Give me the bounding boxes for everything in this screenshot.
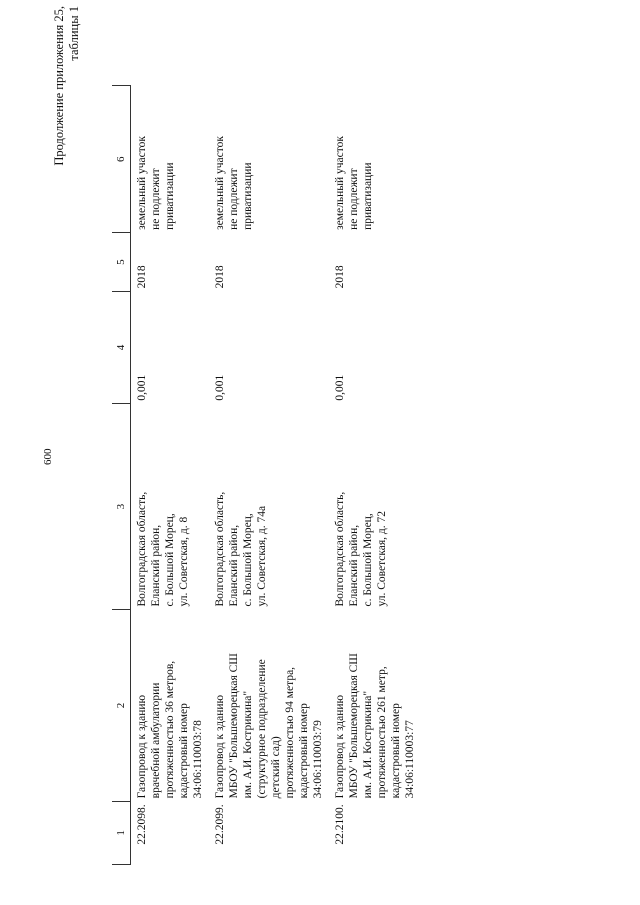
address-line: Еланский район, [348, 524, 360, 607]
column-header-6: 6 [112, 86, 131, 233]
object-name [329, 610, 421, 802]
object-name-line: кадастровый номер [178, 703, 190, 799]
object-area: 0,001 [136, 374, 148, 401]
object-area: 0,001 [214, 374, 226, 401]
address-line: Волгоградская область, [214, 491, 226, 607]
continuation-line-1: Продолжение приложения 25, [52, 6, 66, 166]
column-header-1: 1 [112, 801, 131, 864]
object-year: 2018 [136, 265, 148, 289]
object-name-line: протяженностью 94 метра, [284, 666, 296, 799]
object-name [131, 610, 210, 802]
object-name-line: детский сад) [270, 736, 282, 799]
note-line: не подлежит [348, 168, 360, 230]
note-line: приватизации [164, 162, 176, 230]
row-number: 22.2100. [334, 804, 346, 845]
object-name-line: МБОУ "Большеморецкая СШ [228, 653, 240, 799]
object-name-line: протяженностью 36 метров, [164, 660, 176, 799]
note-line: не подлежит [228, 168, 240, 230]
object-name [209, 610, 329, 802]
object-name-line: Газопровод к зданию [214, 694, 226, 799]
table-row [329, 86, 421, 865]
address-line: ул. Советская, д. 8 [178, 516, 190, 607]
column-header-5: 5 [112, 233, 131, 291]
object-name-line: им. А.И. Кострикина" [242, 690, 254, 799]
address-line: ул. Советская, д. 72 [376, 510, 388, 607]
column-header-4: 4 [112, 291, 131, 403]
address-line: Волгоградская область, [334, 491, 346, 607]
object-name-line: (структурное подразделение [256, 659, 268, 799]
object-name-line: 34:06:110003:78 [192, 720, 204, 799]
object-name-line: им. А.И. Кострикина" [362, 690, 374, 799]
table-row [131, 86, 210, 865]
address-line: Еланский район, [228, 524, 240, 607]
object-name-line: Газопровод к зданию [136, 694, 148, 799]
object-name-line: кадастровый номер [298, 703, 310, 799]
row-number: 22.2099. [214, 804, 226, 845]
object-name-line: МБОУ "Большеморецкая СШ [348, 653, 360, 799]
object-name-line: протяженностью 261 метр, [376, 666, 388, 799]
address-line: ул. Советская, д. 74а [256, 505, 268, 607]
address-line: с. Большой Морец, [164, 513, 176, 607]
object-name-line: Газопровод к зданию [334, 694, 346, 799]
object-address [209, 404, 329, 610]
object-note [329, 86, 421, 233]
page-number: 600 [42, 448, 54, 465]
object-note [131, 86, 210, 233]
address-line: с. Большой Морец, [242, 513, 254, 607]
object-address [329, 404, 421, 610]
object-name-line: кадастровый номер [390, 703, 402, 799]
address-line: с. Большой Морец, [362, 513, 374, 607]
note-line: земельный участок [334, 136, 346, 230]
note-line: земельный участок [214, 136, 226, 230]
column-header-2: 2 [112, 610, 131, 802]
object-name-line: врачебной амбулатории [150, 682, 162, 799]
object-note [209, 86, 329, 233]
object-year: 2018 [334, 265, 346, 289]
column-header-3: 3 [112, 404, 131, 610]
object-area: 0,001 [334, 374, 346, 401]
property-table [112, 85, 421, 865]
address-line: Волгоградская область, [136, 491, 148, 607]
continuation-line-2: таблицы 1 [67, 6, 81, 61]
note-line: приватизации [242, 162, 254, 230]
object-address [131, 404, 210, 610]
table-row [209, 86, 329, 865]
note-line: земельный участок [136, 136, 148, 230]
continuation-heading [52, 6, 82, 166]
note-line: приватизации [362, 162, 374, 230]
table-header-row [112, 86, 131, 865]
row-number: 22.2098. [136, 804, 148, 845]
object-year: 2018 [214, 265, 226, 289]
object-name-line: 34:06:110003:79 [312, 720, 324, 799]
object-name-line: 34:06:110003:77 [404, 720, 416, 799]
note-line: не подлежит [150, 168, 162, 230]
address-line: Еланский район, [150, 524, 162, 607]
